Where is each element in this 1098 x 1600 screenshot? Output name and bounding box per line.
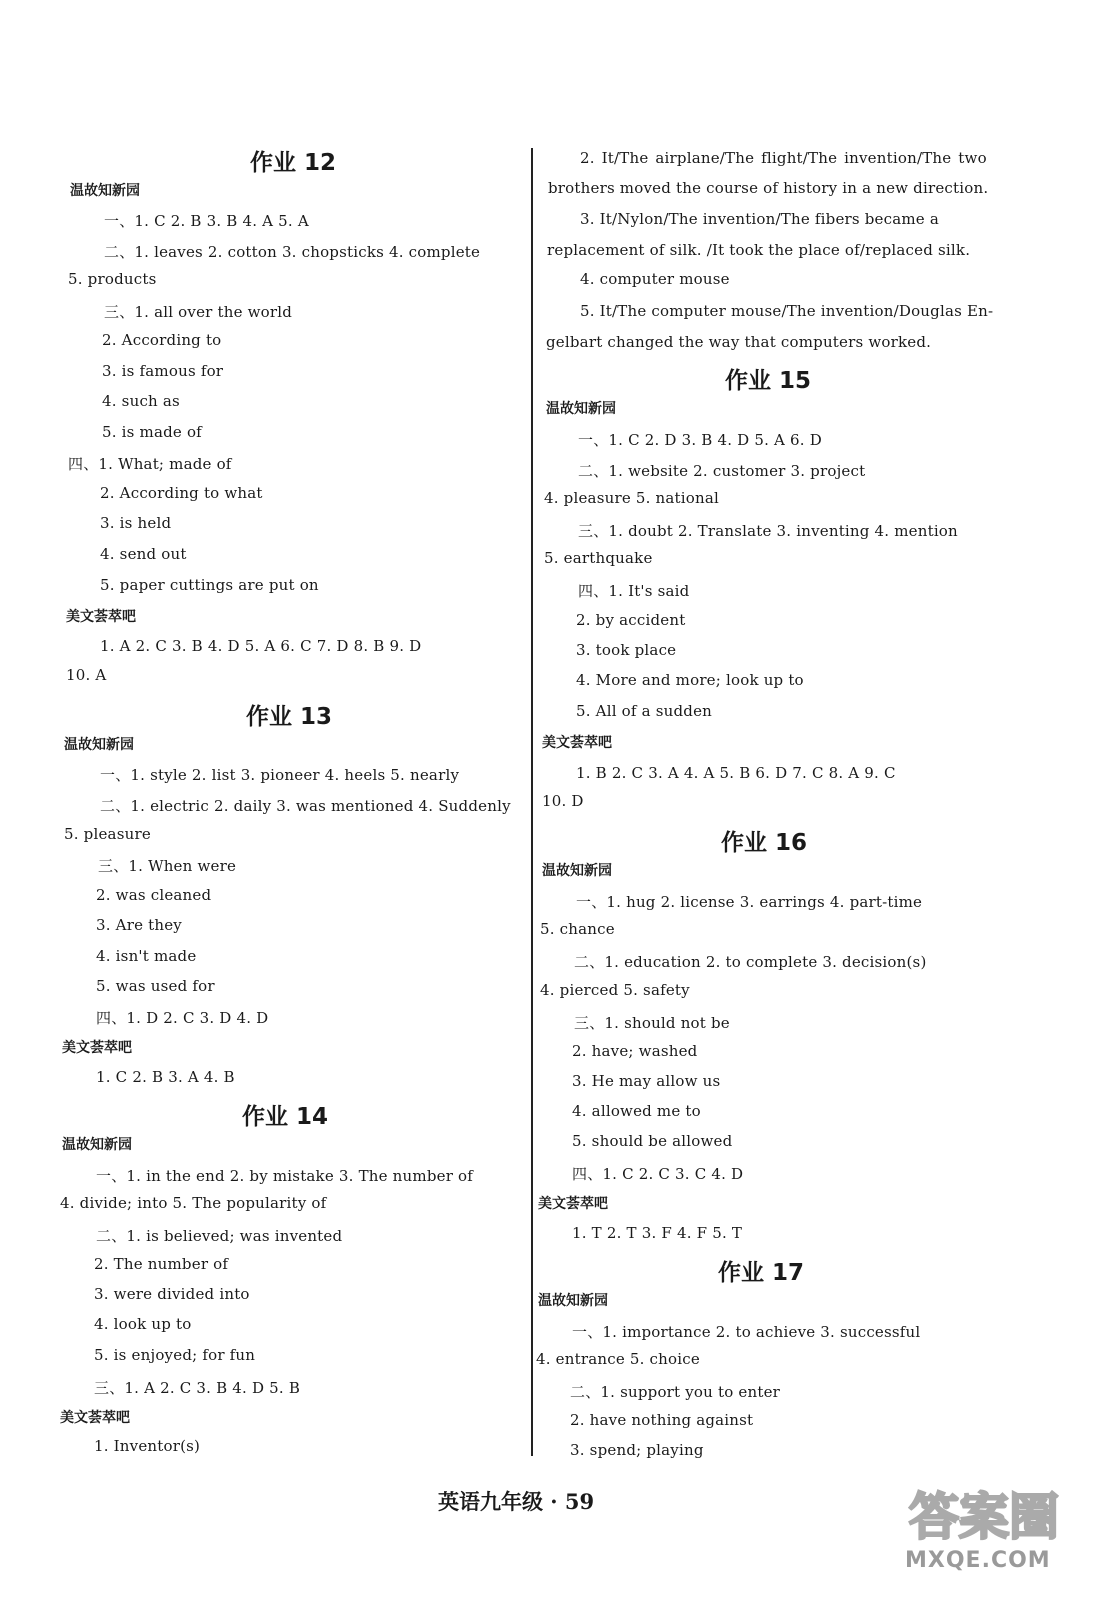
answer-line: 4. More and more; look up to (576, 671, 804, 689)
answer-line: 2. According to (102, 331, 222, 349)
answer-line: 4. send out (100, 545, 187, 563)
answer-line: 5. was used for (96, 977, 215, 995)
answer-line: 二、1. education 2. to complete 3. decision(s) (574, 953, 927, 971)
answer-line: 一、1. hug 2. license 3. earrings 4. part-time (576, 893, 923, 911)
answer-line: 2. by accident (576, 611, 686, 629)
answer-line: 2. have nothing against (570, 1411, 754, 1429)
answer-line: 二、1. leaves 2. cotton 3. chopsticks 4. complete (104, 243, 481, 261)
section-reading-heading: 美文荟萃吧 (542, 735, 612, 751)
watermark-logo-text: 答案圈 (909, 1488, 1059, 1546)
answer-line: 5. All of a sudden (576, 702, 713, 720)
answer-line: 1. A 2. C 3. B 4. D 5. A 6. C 7. D 8. B 9. D (100, 637, 422, 655)
section-review-heading: 温故知新园 (542, 863, 612, 879)
answer-line: 2. The number of (94, 1255, 229, 1273)
answer-line: 3. It/Nylon/The invention/The fibers became a (580, 210, 939, 228)
answer-line: 二、1. electric 2. daily 3. was mentioned 4. Suddenly (100, 797, 511, 815)
answer-line: 三、1. should not be (574, 1014, 730, 1032)
answer-line: 4. pleasure 5. national (544, 489, 720, 507)
answer-line: 2. have; washed (572, 1042, 698, 1060)
answer-line: 5. is made of (102, 423, 202, 441)
answer-line: 5. should be allowed (572, 1132, 733, 1150)
answer-line: 4. divide; into 5. The popularity of (60, 1194, 327, 1212)
answer-line: 10. D (542, 792, 584, 810)
answer-line: 3. He may allow us (572, 1072, 721, 1090)
answer-line: 4. isn't made (96, 947, 197, 965)
answer-line: 二、1. is believed; was invented (96, 1227, 343, 1245)
answer-line: 3. is famous for (102, 362, 224, 380)
answer-line: 3. is held (100, 514, 172, 532)
answer-line: 2. It/The airplane/The flight/The invention/The two (580, 149, 987, 167)
section-reading-heading: 美文荟萃吧 (66, 609, 136, 625)
answer-line: 二、1. website 2. customer 3. project (578, 462, 866, 480)
answer-line: 4. look up to (94, 1315, 192, 1333)
section-review-heading: 温故知新园 (546, 401, 616, 417)
column-divider (531, 148, 533, 1456)
answer-line: 1. B 2. C 3. A 4. A 5. B 6. D 7. C 8. A 9. C (576, 764, 896, 782)
homework-12-title: 作业 12 (250, 150, 337, 176)
answer-line: 2. According to what (100, 484, 263, 502)
answer-line: 一、1. C 2. B 3. B 4. A 5. A (104, 212, 309, 230)
answer-line: 3. took place (576, 641, 677, 659)
answer-line: 四、1. D 2. C 3. D 4. D (96, 1009, 269, 1027)
homework-13-title: 作业 13 (246, 704, 333, 730)
answer-line: 三、1. When were (98, 857, 237, 875)
answer-line: brothers moved the course of history in a new direction. (548, 179, 989, 197)
section-reading-heading: 美文荟萃吧 (62, 1040, 132, 1056)
answer-line: 三、1. doubt 2. Translate 3. inventing 4. mention (578, 522, 958, 540)
answer-line: 三、1. A 2. C 3. B 4. D 5. B (94, 1379, 301, 1397)
section-review-heading: 温故知新园 (538, 1293, 608, 1309)
homework-15-title: 作业 15 (725, 368, 812, 394)
answer-line: 4. allowed me to (572, 1102, 701, 1120)
page-footer: 英语九年级 · 59 (438, 1489, 595, 1514)
answer-line: 3. were divided into (94, 1285, 250, 1303)
homework-16-title: 作业 16 (721, 830, 808, 856)
homework-14-title: 作业 14 (242, 1104, 329, 1130)
answer-line: 3. Are they (96, 916, 182, 934)
section-review-heading: 温故知新园 (64, 737, 134, 753)
answer-line: 一、1. in the end 2. by mistake 3. The number of (96, 1167, 474, 1185)
section-review-heading: 温故知新园 (62, 1137, 132, 1153)
answer-line: 4. entrance 5. choice (536, 1350, 700, 1368)
answer-line: replacement of silk. /It took the place of/replaced silk. (547, 241, 971, 259)
section-review-heading: 温故知新园 (70, 183, 140, 199)
answer-line: 二、1. support you to enter (570, 1383, 781, 1401)
answer-line: 4. pierced 5. safety (540, 981, 690, 999)
homework-17-title: 作业 17 (718, 1260, 805, 1286)
answer-line: 2. was cleaned (96, 886, 212, 904)
answer-line: 4. computer mouse (580, 270, 730, 288)
answer-line: 1. C 2. B 3. A 4. B (96, 1068, 235, 1086)
answer-line: 5. chance (540, 920, 615, 938)
answer-line: gelbart changed the way that computers worked. (546, 333, 932, 351)
answer-line: 3. spend; playing (570, 1441, 704, 1459)
answer-line: 5. pleasure (64, 825, 151, 843)
watermark-url: MXQE.COM (905, 1548, 1051, 1573)
answer-line: 四、1. What; made of (68, 455, 232, 473)
answer-line: 5. is enjoyed; for fun (94, 1346, 256, 1364)
answer-line: 四、1. It's said (578, 582, 690, 600)
answer-line: 一、1. style 2. list 3. pioneer 4. heels 5. nearly (100, 766, 460, 784)
answer-line: 5. It/The computer mouse/The invention/Douglas En- (580, 302, 994, 320)
answer-line: 四、1. C 2. C 3. C 4. D (572, 1165, 744, 1183)
answer-line: 4. such as (102, 392, 180, 410)
answer-line: 1. Inventor(s) (94, 1437, 201, 1455)
section-reading-heading: 美文荟萃吧 (538, 1196, 608, 1212)
answer-line: 一、1. importance 2. to achieve 3. successful (572, 1323, 921, 1341)
section-reading-heading: 美文荟萃吧 (60, 1410, 130, 1426)
answer-line: 一、1. C 2. D 3. B 4. D 5. A 6. D (578, 431, 822, 449)
answer-line: 5. products (68, 270, 157, 288)
answer-line: 1. T 2. T 3. F 4. F 5. T (572, 1224, 743, 1242)
answer-line: 三、1. all over the world (104, 303, 293, 321)
answer-line: 5. paper cuttings are put on (100, 576, 319, 594)
answer-line: 5. earthquake (544, 549, 653, 567)
answer-line: 10. A (66, 666, 107, 684)
